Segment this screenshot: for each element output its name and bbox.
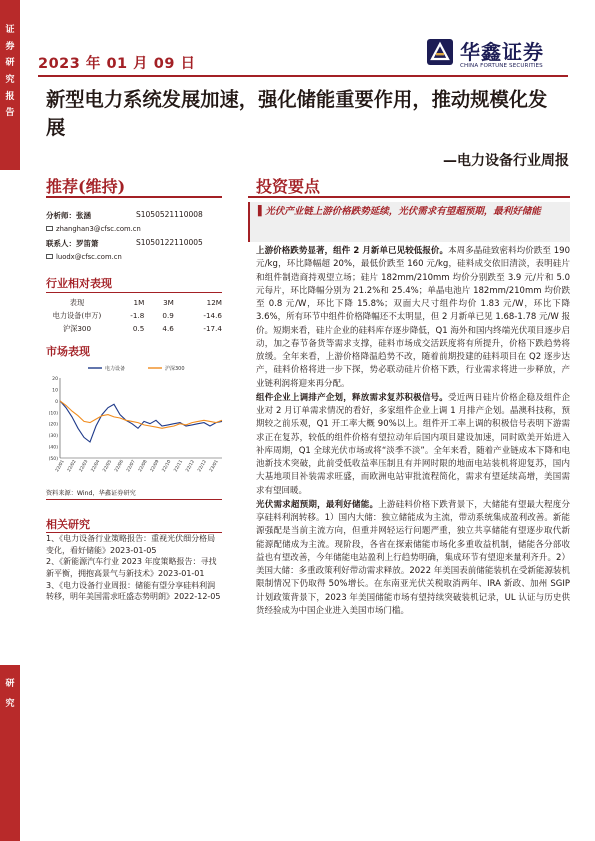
rating-divider <box>46 196 222 198</box>
company-logo <box>427 36 567 76</box>
related-heading: 相关研究 <box>46 518 90 531</box>
paragraph <box>256 392 570 498</box>
industry-perf-table <box>46 296 222 336</box>
logo-name-cn: 华鑫证券 <box>460 40 544 64</box>
side-label-report <box>0 0 20 170</box>
table-cell: 0.9 <box>162 311 174 321</box>
paragraph-text: 受近两日硅片价格企稳及组件企业对 2 月订单需求情况的看好，多家组件企业上调 1 月排产企划。晶澳科技称，预期较之前乐观，Q1 开工率大概 90%以上。组件开工率上调的积极信号表明下游需求正在复苏，较低的组件价格有望拉动年后国内项目建设加速，同时欧美开始进入补库周期，Q1 全球光伏市场或将“淡季不淡”。全年来看，随着产业链成本下降和电池新技术突破，此前受低收益率压制且有并网时限的地面电站装机将迎复苏，国内大基地项目补装需求旺盛，而欧洲电站审批流程简化，需求有望延续高增，美国需求有望回暖。 <box>256 392 570 496</box>
table-cell: -14.6 <box>203 311 222 321</box>
paragraph-lead: 组件企业上调排产企划，释放需求复苏积极信号。 <box>256 392 449 403</box>
x-tick-label: 22/10 <box>161 459 173 473</box>
table-header-cell: 表现 <box>69 297 85 307</box>
table-cell: 0.5 <box>132 324 145 334</box>
side-char: 告 <box>5 108 15 119</box>
x-tick-label: 23/01 <box>209 459 220 473</box>
x-tick-label: 22/08 <box>137 459 149 473</box>
side-char: 究 <box>5 698 15 709</box>
x-tick-label: 22/09 <box>149 459 161 473</box>
table-cell: 电力设备(申万) <box>52 310 102 320</box>
x-tick-label: 22/06 <box>114 459 125 473</box>
analyst-1 <box>46 210 203 221</box>
chart-source: 资料来源：Wind，华鑫证券研究 <box>46 490 136 497</box>
highlight-text: ▌光伏产业链上游价格跌势延续，光伏需求有望超预期，最利好储能 <box>258 206 541 217</box>
email-icon <box>46 254 53 259</box>
analyst-name: 张涵 <box>76 211 91 220</box>
report-date: 2023 年 01 月 09 日 <box>38 56 196 72</box>
logo-mark-icon <box>427 39 453 65</box>
analyst-1-email-row <box>46 225 141 233</box>
industry-perf-divider <box>46 292 222 293</box>
paragraph <box>256 499 570 618</box>
related-item[interactable]: 3、《电力设备行业周报：储能有望分享硅料利润转移，明年美国需求旺盛态势明朗》2022-12-05 <box>46 580 221 602</box>
rating-heading: 推荐(维持) <box>46 177 126 196</box>
x-tick-label: 22/01 <box>55 459 66 473</box>
table-cell: -1.8 <box>130 311 145 321</box>
industry-perf-heading: 行业相对表现 <box>46 277 112 290</box>
related-item[interactable]: 2、《新能源汽车行业 2023 年度策略报告：寻找新平衡，拥抱高景气与新技术》2023-01-01 <box>46 557 217 579</box>
y-tick-label: (20) <box>48 422 58 428</box>
investment-divider <box>248 196 570 198</box>
y-tick-label: 20 <box>52 377 58 382</box>
table-header-row <box>46 296 222 309</box>
table-header-cell: 3M <box>163 298 174 308</box>
analyst-name: 罗笛箫 <box>76 239 99 248</box>
x-tick-label: 22/05 <box>102 459 114 473</box>
x-tick-label: 22/12 <box>197 459 208 473</box>
table-cell: 4.6 <box>162 324 174 334</box>
x-tick-label: 22/07 <box>126 459 137 473</box>
analyst-role: 分析师： <box>46 211 76 220</box>
market-line-chart <box>40 362 226 480</box>
x-tick-label: 22/12 <box>185 459 197 473</box>
y-tick-label: (10) <box>48 411 58 417</box>
side-char: 证 <box>5 25 15 35</box>
table-row <box>46 322 222 335</box>
x-tick-label: 22/03 <box>78 459 90 473</box>
investment-heading: 投资要点 <box>256 177 321 196</box>
analyst-code: S1050122110005 <box>136 238 203 247</box>
analyst-code: S1050521110008 <box>136 210 203 219</box>
side-char: 究 <box>5 74 15 85</box>
report-title: 新型电力系统发展加速，强化储能重要作用，推动规模化发展 <box>46 88 548 139</box>
legend-label: 电力设备 <box>105 366 126 372</box>
paragraph-lead: 上游价格跌势显著，组件 2 月新单已见较低报价。 <box>256 246 449 256</box>
legend-label: 沪深300 <box>165 366 185 372</box>
x-tick-label: 22/02 <box>66 459 78 473</box>
side-label-research <box>0 665 20 841</box>
y-tick-label: (30) <box>48 434 58 440</box>
table-header-cell: 12M <box>206 298 222 308</box>
side-char: 报 <box>5 91 15 102</box>
y-tick-label: (50) <box>48 457 58 462</box>
table-header-cell: 1M <box>133 298 145 308</box>
market-heading: 市场表现 <box>46 345 90 358</box>
paragraph-lead: 光伏需求超预期，最利好储能。 <box>256 499 379 510</box>
analyst-email[interactable]: zhanghan3@cfsc.com.cn <box>56 225 141 233</box>
side-char: 券 <box>5 41 15 52</box>
paragraph-text: 本周多晶硅致密料均价跌至 190 元/kg，环比降幅超 20%，最低价跌至 160 元/kg，硅料成交依旧清淡，表明硅片和组件制造商持观望立场；硅片 182mm/210mm 均价分别跌至 3.9 元/片和 5.0 元每片，环比降幅分别为 21.2%和 25.4%；单晶电池片 182mm/210mm 均价跌至 0.8 元/W，环比下降 15.8%；双面大尺寸组件均价 1.83 元/W，环比下降 3.6%，所有环节中组件价格降幅还不太明显，但 2 月新单已见 1.68-1.78 元/W 报价。短期来看，硅片企业的硅料库存逐步降低，Q1 海外和国内终端光伏项目逐步启动，加之春节备货等需求支撑，硅料市场成交活跃度将有所提升，价格下跌趋势将放缓。全年来看，上游价格降温趋势不改，随着前期投建的硅料项目在 Q2 逐步达产，硅料价格将进一步下探，势必联动硅片价格下跌，行业需求将进一步释放，产业链利润将迎来再分配。 <box>256 246 570 389</box>
table-cell: 沪深300 <box>62 323 92 333</box>
header-divider <box>38 75 568 77</box>
chart-divider <box>46 499 222 500</box>
analyst-2-email-row <box>46 253 122 261</box>
y-tick-label: (40) <box>48 445 58 451</box>
y-tick-label: 10 <box>52 388 58 394</box>
analyst-2 <box>46 238 203 249</box>
report-subtitle: —电力设备行业周报 <box>443 153 569 169</box>
paragraph-text: 上游硅料价格下跌背景下，大储能有望最大程度分享硅料利润转移。1）国内大储：独立储能成为主流，带动系统集成盈利改善。新能源强配是当前主流方向，但重并网轻运行问题严重，独立共享储能有望逐步取代新能源配储成为主流。现阶段，各省在探索储能市场化多重收益机制，储能各分部收益也有望改善，今年储能电站盈利上行趋势明确，集成环节有望迎来量利齐升。2）美国大储：多重政策利好带动需求释放。2022 年美国表前储能装机在受新能源装机限制情况下仍取得 50%增长。在东南亚光伏关税取消两年、IRA 新政、加州 SGIP 计划政策背景下，2023 年美国储能市场有望持续突破装机记录，UL 认证与历史供货经验成为中国企业进入美国市场门槛。 <box>256 499 570 616</box>
related-item[interactable]: 1、《电力设备行业策略报告：重视光伏细分格局变化，看好储能》2023-01-05 <box>46 534 216 555</box>
analyst-role: 联系人： <box>46 239 76 248</box>
table-cell: -17.4 <box>203 324 222 334</box>
paragraph <box>256 245 570 391</box>
table-row <box>46 309 222 322</box>
related-list <box>46 533 222 603</box>
x-tick-label: 22/04 <box>90 459 102 473</box>
x-tick-label: 22/11 <box>173 459 185 473</box>
body-text <box>256 245 570 619</box>
logo-name-en: CHINA FORTUNE SECURITIES <box>460 63 543 69</box>
y-tick-label: 0 <box>55 399 58 405</box>
analyst-email[interactable]: luodx@cfsc.com.cn <box>56 253 122 261</box>
email-icon <box>46 226 53 231</box>
side-char: 研 <box>5 58 15 69</box>
side-char: 研 <box>5 679 15 689</box>
